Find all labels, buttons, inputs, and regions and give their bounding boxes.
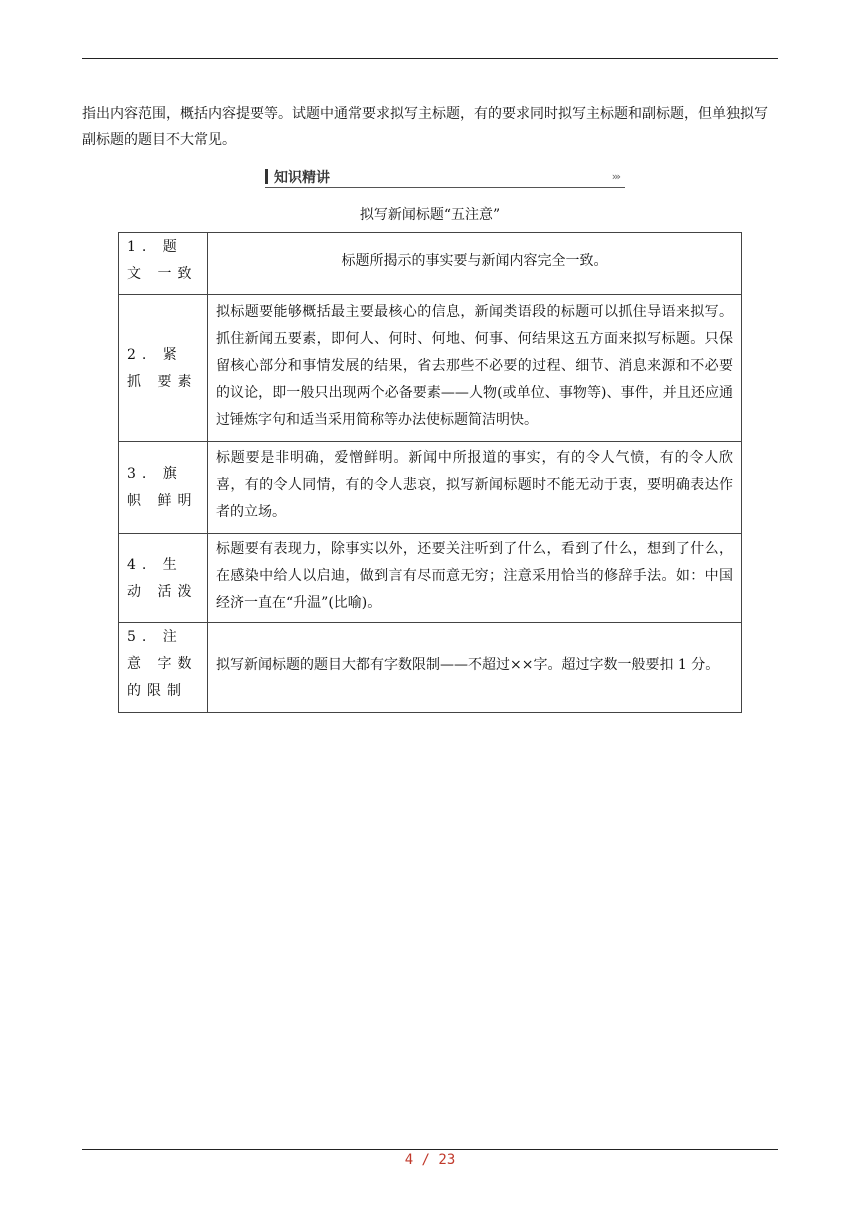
- table-title: 拟写新闻标题“五注意”: [359, 207, 501, 223]
- table-row: [119, 233, 742, 295]
- row-content: 拟写新闻标题的题目大都有字数限制——不超过××字。超过字数一般要扣 1 分。: [208, 623, 742, 713]
- table-row: [119, 442, 742, 534]
- row-label: 2. 紧 抓 要素: [119, 295, 208, 442]
- banner-underline: [265, 187, 625, 188]
- row-label: 5. 注 意 字数 的限制: [119, 623, 208, 713]
- header-rule: [82, 58, 778, 59]
- row-label: 3. 旗 帜 鲜明: [119, 442, 208, 534]
- table-row: [119, 534, 742, 623]
- intro-paragraph: 指出内容范围，概括内容提要等。试题中通常要求拟写主标题，有的要求同时拟写主标题和副标题，但单独拟写副标题的题目不大常见。: [82, 106, 768, 148]
- rules-table: [118, 232, 742, 713]
- knowledge-banner: [265, 166, 625, 188]
- row-label: 1. 题 文 一致: [119, 233, 208, 295]
- table-row: [119, 623, 742, 713]
- row-label: 4. 生 动 活泼: [119, 534, 208, 623]
- chevrons-icon: ›››: [611, 170, 619, 183]
- banner-bar: [265, 169, 268, 184]
- row-content: 标题要是非明确，爱憎鲜明。新闻中所报道的事实，有的令人气愤，有的令人欣喜，有的令人同情，有的令人悲哀，拟写新闻标题时不能无动于衷，要明确表达作者的立场。: [208, 442, 742, 534]
- table-row: [119, 295, 742, 442]
- row-content: 标题要有表现力，除事实以外，还要关注听到了什么，看到了什么，想到了什么，在感染中给人以启迪，做到言有尽而意无穷；注意采用恰当的修辞手法。如：中国经济一直在“升温”(比喻)。: [208, 534, 742, 623]
- footer-rule: [82, 1149, 778, 1150]
- row-content: 标题所揭示的事实要与新闻内容完全一致。: [208, 233, 742, 295]
- banner-label: 知识精讲: [274, 170, 330, 186]
- row-content: 拟标题要能够概括最主要最核心的信息，新闻类语段的标题可以抓住导语来拟写。抓住新闻五要素，即何人、何时、何地、何事、何结果这五方面来拟写标题。只保留核心部分和事情发展的结果，省去那些不必要的过程、细节、消息来源和不必要的议论，即一般只出现两个必备要素——人物(或单位、事物等)、事件，并且还应通过锤炼字句和适当采用简称等办法使标题简洁明快。: [208, 295, 742, 442]
- page-number: 4 / 23: [404, 1152, 456, 1168]
